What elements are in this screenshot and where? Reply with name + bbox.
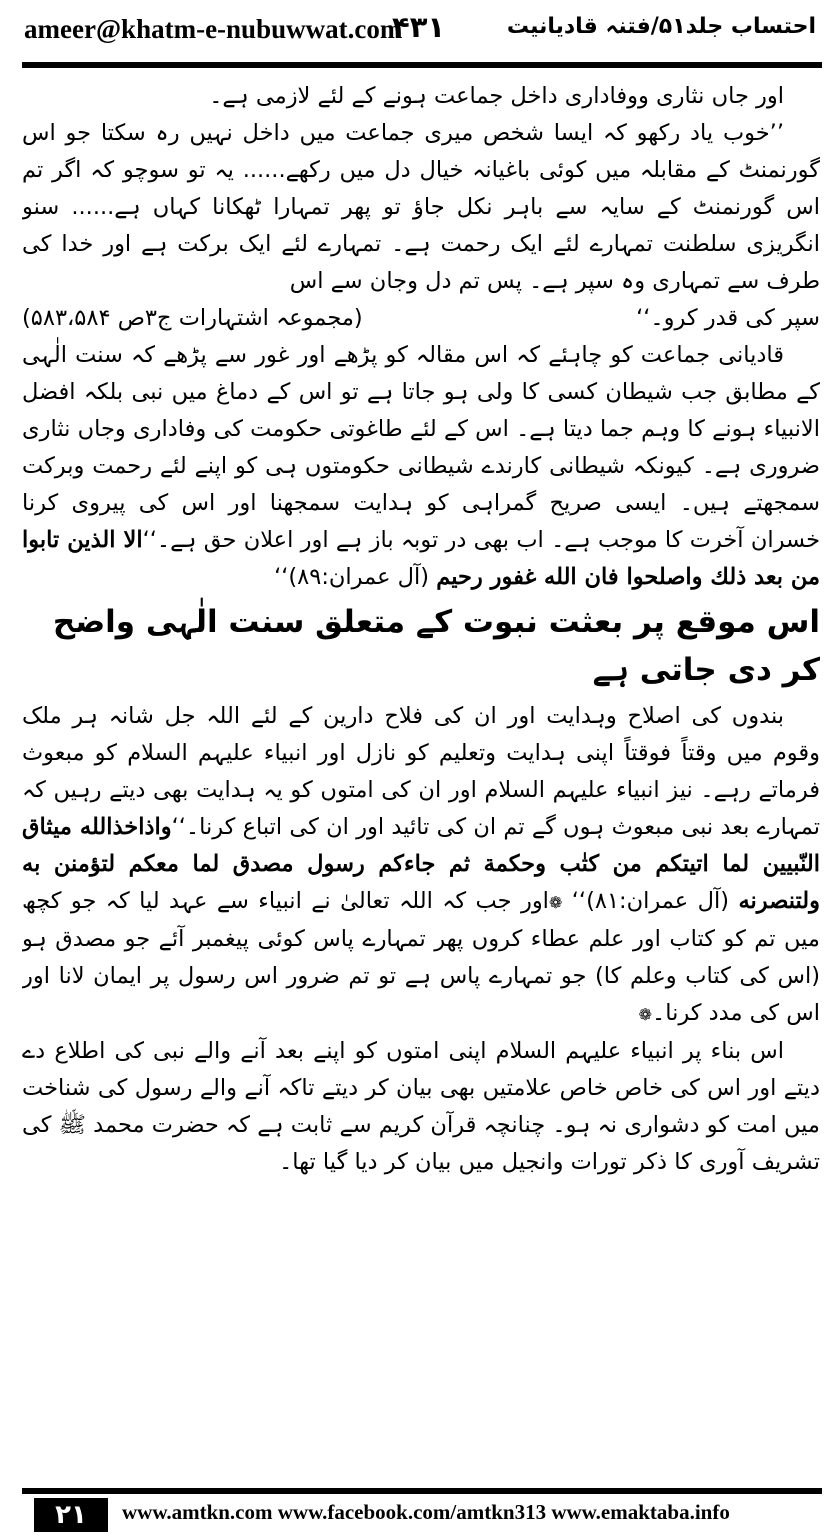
paragraph-3-text: قادیانی جماعت کو چاہئے کہ اس مقالہ کو پڑھے اور غور سے پڑھے کہ سنت الٰہی کے مطابق جب شیطان کسی کا ولی ہو جاتا ہے تو اس کے دماغ میں نبی بلکہ افضل الانبیاء ہونے کا وہم جما دیتا ہے۔ اس کے لئے طاغوتی حکومت کی وفاداری وجاں نثاری ضروری ہے۔ کیونکہ شیطانی کارندے شیطانی حکومتوں ہی کو اپنے لئے رحمت وبرکت سمجھتے ہیں۔ ایسی صریح گمراہی کو ہدایت سمجھنا اور اس کی پیروی کرنا خسران آخرت کا موجب ہے۔ اب بھی در توبہ باز ہے اور اعلان حق ہے۔‘‘	[22, 342, 820, 553]
header-rule	[22, 62, 822, 68]
section-heading: اس موقع پر بعثت نبوت کے متعلق سنت الٰہی واضح کر دی جاتی ہے	[52, 604, 820, 688]
page-footer	[22, 1488, 822, 1534]
ornament-close-icon: ❁	[638, 1005, 653, 1024]
paragraph-3-citation: (آل عمران:۸۹)‘‘	[274, 564, 430, 590]
header-email: ameer@khatm-e-nubuwwat.com	[24, 14, 403, 44]
quote-reference-line	[22, 300, 820, 337]
header-book-title: احتساب جلد۵۱/فتنہ قادیانیت	[506, 14, 816, 39]
paragraph-4-citation: (آل عمران:۸۱)‘‘	[571, 888, 730, 914]
paragraph-1: اور جاں نثاری ووفاداری داخل جماعت ہونے کے لئے لازمی ہے۔	[209, 83, 784, 109]
footer-links: www.amtkn.com www.facebook.com/amtkn313 www.emaktaba.info	[122, 1500, 730, 1524]
quote-ending: سپر کی قدر کرو۔‘‘	[636, 305, 820, 331]
paragraph-5: اس بناء پر انبیاء علیہم السلام اپنی امتوں کو اپنے بعد آنے والے نبی کی اطلاع دے دیتے اور اس کی خاص خاص علامتیں بھی بیان کر دیتے تاکہ آنے والے رسول کی شناخت میں امت کو دشواری نہ ہو۔ چنانچہ قرآن کریم سے ثابت ہے کہ حضرت محمد ﷺ کی تشریف آوری کا ذکر تورات وانجیل میں بیان کر دیا گیا تھا۔	[22, 1038, 820, 1175]
paragraph-3	[22, 337, 820, 596]
quote-text: ’’خوب یاد رکھو کہ ایسا شخص میری جماعت میں داخل نہیں رہ سکتا جو اس گورنمنٹ کے مقابلہ میں کوئی باغیانہ خیال دل میں رکھے...... یہ تو سوچو کہ اگر تم اس گورنمنٹ کے سایہ سے باہر نکل جاؤ تو پھر تمہارا ٹھکانا کہاں ہے...... سنو انگریزی سلطنت تمہارے لئے ایک رحمت ہے۔ تمہارے لئے ایک برکت ہے اور خدا کی طرف سے تمہاری وہ سپر ہے۔ پس تم دل وجان سے اس	[22, 120, 820, 294]
paragraph-4-translation: اور جب کہ اللہ تعالیٰ نے انبیاء سے عہد لیا کہ جو کچھ میں تم کو کتاب اور علم عطاء کروں پھر تمہارے پاس کوئی پیغمبر آئے جو مصدق ہو (اس کی کتاب وعلم کا) جو تمہارے پاس ہے تو تم ضرور اس رسول پر ایمان لانا اور اس کی مدد کرنا۔	[22, 888, 820, 1026]
page-body	[22, 78, 820, 1468]
paragraph-4-text: بندوں کی اصلاح وہدایت اور ان کی فلاح دارین کے لئے اللہ جل شانہ ہر ملک وقوم میں وقتاً فوقتاً اپنی ہدایت وتعلیم کو نازل اور انبیاء علیہم السلام کو مبعوث فرماتے رہے۔ نیز انبیاء علیہم السلام اور ان کی امتوں کو یہ ہدایت بھی دیتے رہیں کہ تمہارے بعد نبی مبعوث ہوں گے تم ان کی تائید اور ان کی اتباع کرنا۔‘‘	[22, 703, 820, 840]
quote-paragraph	[22, 115, 820, 300]
paragraph-4-arabic-verse: واذاخذالله میثاق النّبیین لما اتیتکم من کتٰب وحکمة ثم جاءکم رسول مصدق لما معکم لتؤمنن به ولتنصرنه	[22, 814, 820, 914]
footer-page-box: ۲۱	[34, 1498, 108, 1532]
page-header	[0, 0, 840, 62]
header-page-number: ۴۳۱	[392, 10, 446, 44]
paragraph-4	[22, 698, 820, 1033]
quote-reference: (مجموعہ اشتہارات ج۳ص ۵۸۳،۵۸۴)	[22, 305, 363, 331]
ornament-open-icon: ❁	[548, 893, 563, 912]
paragraph-3-arabic-verse: الا الذین تابوا من بعد ذلك واصلحوا فان الله غفور رحیم	[22, 527, 820, 590]
footer-rule	[22, 1488, 822, 1494]
